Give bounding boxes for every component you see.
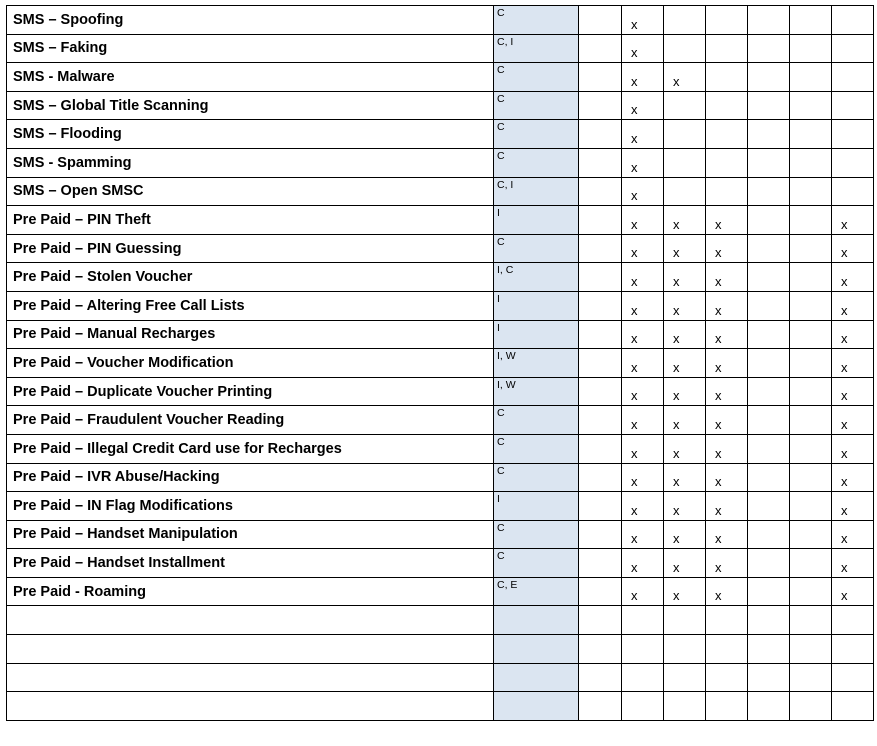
table-row [7,148,874,177]
table-row [7,263,874,292]
mark-cell [579,234,622,263]
mark-cell [790,206,832,235]
mark-cell: x [706,349,748,378]
mark-cell [579,91,622,120]
mark-cell [790,120,832,149]
mark-cell: x [832,492,874,521]
mark-cell [622,635,664,664]
table-row [7,320,874,349]
mark-cell [706,692,748,721]
mark-cell [664,635,706,664]
classification-code-cell: I, W [494,349,579,378]
table-row [7,91,874,120]
threat-name-cell: Pre Paid – Altering Free Call Lists [7,291,494,320]
mark-cell [748,434,790,463]
mark-cell: x [832,263,874,292]
mark-cell [832,177,874,206]
mark-cell [790,177,832,206]
classification-code-cell: C [494,406,579,435]
classification-code-cell [494,663,579,692]
mark-cell [664,177,706,206]
mark-cell [790,263,832,292]
mark-cell [748,6,790,35]
mark-cell [748,91,790,120]
classification-code-cell: I [494,291,579,320]
table-row [7,234,874,263]
mark-cell [579,120,622,149]
mark-cell [664,34,706,63]
mark-cell: x [622,463,664,492]
mark-cell [790,91,832,120]
mark-cell [748,406,790,435]
table-row [7,34,874,63]
mark-cell [790,692,832,721]
classification-code-cell: C [494,120,579,149]
mark-cell: x [706,492,748,521]
mark-cell [790,320,832,349]
mark-cell [790,492,832,521]
mark-cell [706,663,748,692]
table-row [7,577,874,606]
table-row [7,406,874,435]
mark-cell [748,320,790,349]
mark-cell [790,577,832,606]
mark-cell: x [664,434,706,463]
threat-name-cell: SMS – Open SMSC [7,177,494,206]
mark-cell [664,148,706,177]
mark-cell: x [622,577,664,606]
mark-cell: x [832,206,874,235]
mark-cell [579,263,622,292]
classification-code-cell: I [494,492,579,521]
mark-cell: x [832,320,874,349]
table-row [7,463,874,492]
mark-cell [579,635,622,664]
mark-cell [579,692,622,721]
mark-cell [748,234,790,263]
mark-cell [664,663,706,692]
mark-cell [790,63,832,92]
mark-cell [790,291,832,320]
mark-cell: x [832,406,874,435]
mark-cell [748,148,790,177]
mark-cell: x [622,406,664,435]
table-row [7,549,874,578]
mark-cell: x [664,492,706,521]
mark-cell: x [622,263,664,292]
mark-cell: x [664,520,706,549]
mark-cell [579,6,622,35]
mark-cell: x [622,234,664,263]
classification-code-cell: C [494,6,579,35]
table-row [7,6,874,35]
mark-cell [622,692,664,721]
mark-cell [579,463,622,492]
mark-cell: x [622,148,664,177]
mark-cell: x [664,234,706,263]
mark-cell [790,549,832,578]
mark-cell [790,234,832,263]
mark-cell: x [706,263,748,292]
mark-cell: x [706,434,748,463]
mark-cell [579,577,622,606]
mark-cell: x [622,549,664,578]
threat-name-cell [7,635,494,664]
table-row [7,635,874,664]
mark-cell [748,549,790,578]
table-row [7,177,874,206]
table-row [7,520,874,549]
threat-name-cell: Pre Paid – PIN Guessing [7,234,494,263]
mark-cell [579,663,622,692]
mark-cell [748,63,790,92]
mark-cell [664,692,706,721]
mark-cell [579,520,622,549]
mark-cell [748,492,790,521]
threat-name-cell: Pre Paid – Fraudulent Voucher Reading [7,406,494,435]
mark-cell [579,206,622,235]
threat-name-cell: Pre Paid – Voucher Modification [7,349,494,378]
classification-code-cell [494,606,579,635]
table-row [7,692,874,721]
threat-name-cell [7,606,494,635]
mark-cell [748,377,790,406]
mark-cell: x [622,34,664,63]
mark-cell [832,635,874,664]
threat-name-cell: SMS - Malware [7,63,494,92]
table-row [7,63,874,92]
mark-cell [832,663,874,692]
mark-cell: x [706,406,748,435]
mark-cell: x [622,349,664,378]
mark-cell [622,663,664,692]
mark-cell: x [706,463,748,492]
mark-cell: x [622,320,664,349]
mark-cell: x [706,520,748,549]
classification-code-cell: C [494,434,579,463]
mark-cell: x [706,577,748,606]
mark-cell [706,34,748,63]
table-row [7,206,874,235]
mark-cell [579,320,622,349]
mark-cell [790,434,832,463]
mark-cell [748,692,790,721]
mark-cell [579,406,622,435]
table-row [7,606,874,635]
mark-cell: x [622,120,664,149]
classification-code-cell: C [494,63,579,92]
mark-cell [790,635,832,664]
mark-cell: x [622,520,664,549]
mark-cell [664,6,706,35]
mark-cell [664,606,706,635]
mark-cell [706,606,748,635]
mark-cell [790,463,832,492]
classification-code-cell [494,692,579,721]
mark-cell [579,606,622,635]
mark-cell: x [832,520,874,549]
table-row [7,349,874,378]
threat-name-cell: Pre Paid – Manual Recharges [7,320,494,349]
mark-cell: x [832,377,874,406]
mark-cell: x [664,549,706,578]
threat-name-cell [7,663,494,692]
threat-name-cell: Pre Paid – Handset Manipulation [7,520,494,549]
mark-cell [748,349,790,378]
mark-cell: x [622,91,664,120]
mark-cell: x [832,463,874,492]
mark-cell [748,291,790,320]
mark-cell [832,692,874,721]
table-row [7,492,874,521]
mark-cell [664,91,706,120]
mark-cell [706,177,748,206]
mark-cell [579,377,622,406]
mark-cell: x [664,406,706,435]
mark-cell: x [832,349,874,378]
mark-cell [832,120,874,149]
mark-cell [579,63,622,92]
mark-cell: x [664,206,706,235]
mark-cell [790,406,832,435]
classification-code-cell: I, C [494,263,579,292]
threat-name-cell: Pre Paid – Illegal Credit Card use for Recharges [7,434,494,463]
mark-cell [579,549,622,578]
mark-cell [748,635,790,664]
mark-cell [790,349,832,378]
mark-cell [748,577,790,606]
mark-cell: x [622,6,664,35]
mark-cell [790,148,832,177]
mark-cell [748,120,790,149]
classification-code-cell: C, E [494,577,579,606]
mark-cell [579,177,622,206]
mark-cell [748,34,790,63]
threat-name-cell: Pre Paid – Duplicate Voucher Printing [7,377,494,406]
mark-cell: x [706,234,748,263]
mark-cell [706,91,748,120]
mark-cell: x [664,263,706,292]
mark-cell [706,120,748,149]
threat-name-cell: SMS – Global Title Scanning [7,91,494,120]
threat-name-cell: Pre Paid – Stolen Voucher [7,263,494,292]
classification-code-cell: C [494,520,579,549]
mark-cell [579,492,622,521]
classification-code-cell: I [494,206,579,235]
threat-matrix-table [6,5,874,721]
mark-cell [706,148,748,177]
mark-cell: x [832,549,874,578]
threat-name-cell: Pre Paid – Handset Installment [7,549,494,578]
classification-code-cell: C [494,148,579,177]
mark-cell [579,148,622,177]
classification-code-cell: C [494,234,579,263]
threat-name-cell: SMS – Faking [7,34,494,63]
mark-cell [748,463,790,492]
mark-cell [579,34,622,63]
mark-cell: x [664,63,706,92]
mark-cell: x [664,377,706,406]
mark-cell [664,120,706,149]
mark-cell [706,63,748,92]
mark-cell [832,63,874,92]
threat-name-cell: SMS – Flooding [7,120,494,149]
classification-code-cell: I, W [494,377,579,406]
mark-cell [579,349,622,378]
mark-cell [790,34,832,63]
threat-name-cell: SMS - Spamming [7,148,494,177]
threat-name-cell: Pre Paid – IN Flag Modifications [7,492,494,521]
mark-cell: x [706,291,748,320]
table-row [7,434,874,463]
mark-cell [579,291,622,320]
mark-cell: x [622,206,664,235]
mark-cell [832,148,874,177]
mark-cell [790,663,832,692]
mark-cell: x [832,291,874,320]
threat-matrix-body [7,6,874,721]
mark-cell [748,663,790,692]
threat-name-cell [7,692,494,721]
mark-cell [748,177,790,206]
mark-cell [832,6,874,35]
mark-cell: x [706,549,748,578]
mark-cell [622,606,664,635]
mark-cell: x [832,434,874,463]
mark-cell [748,520,790,549]
classification-code-cell: C, I [494,177,579,206]
classification-code-cell: C, I [494,34,579,63]
mark-cell: x [664,577,706,606]
mark-cell [790,606,832,635]
mark-cell [790,6,832,35]
mark-cell: x [664,320,706,349]
mark-cell: x [706,320,748,349]
threat-name-cell: Pre Paid – PIN Theft [7,206,494,235]
mark-cell: x [622,377,664,406]
mark-cell: x [832,234,874,263]
mark-cell: x [664,349,706,378]
mark-cell: x [622,177,664,206]
mark-cell [748,263,790,292]
classification-code-cell: C [494,463,579,492]
table-row [7,663,874,692]
mark-cell: x [664,291,706,320]
classification-code-cell: I [494,320,579,349]
threat-name-cell: Pre Paid - Roaming [7,577,494,606]
mark-cell [832,91,874,120]
mark-cell: x [832,577,874,606]
mark-cell [832,606,874,635]
mark-cell: x [622,434,664,463]
mark-cell: x [622,291,664,320]
table-row [7,377,874,406]
mark-cell [706,6,748,35]
mark-cell [790,520,832,549]
mark-cell: x [664,463,706,492]
mark-cell [748,606,790,635]
mark-cell [790,377,832,406]
mark-cell [706,635,748,664]
mark-cell [832,34,874,63]
classification-code-cell: C [494,549,579,578]
table-row [7,291,874,320]
classification-code-cell [494,635,579,664]
threat-name-cell: Pre Paid – IVR Abuse/Hacking [7,463,494,492]
mark-cell [579,434,622,463]
table-row [7,120,874,149]
mark-cell: x [622,492,664,521]
mark-cell: x [706,377,748,406]
mark-cell: x [706,206,748,235]
threat-name-cell: SMS – Spoofing [7,6,494,35]
mark-cell: x [622,63,664,92]
classification-code-cell: C [494,91,579,120]
mark-cell [748,206,790,235]
